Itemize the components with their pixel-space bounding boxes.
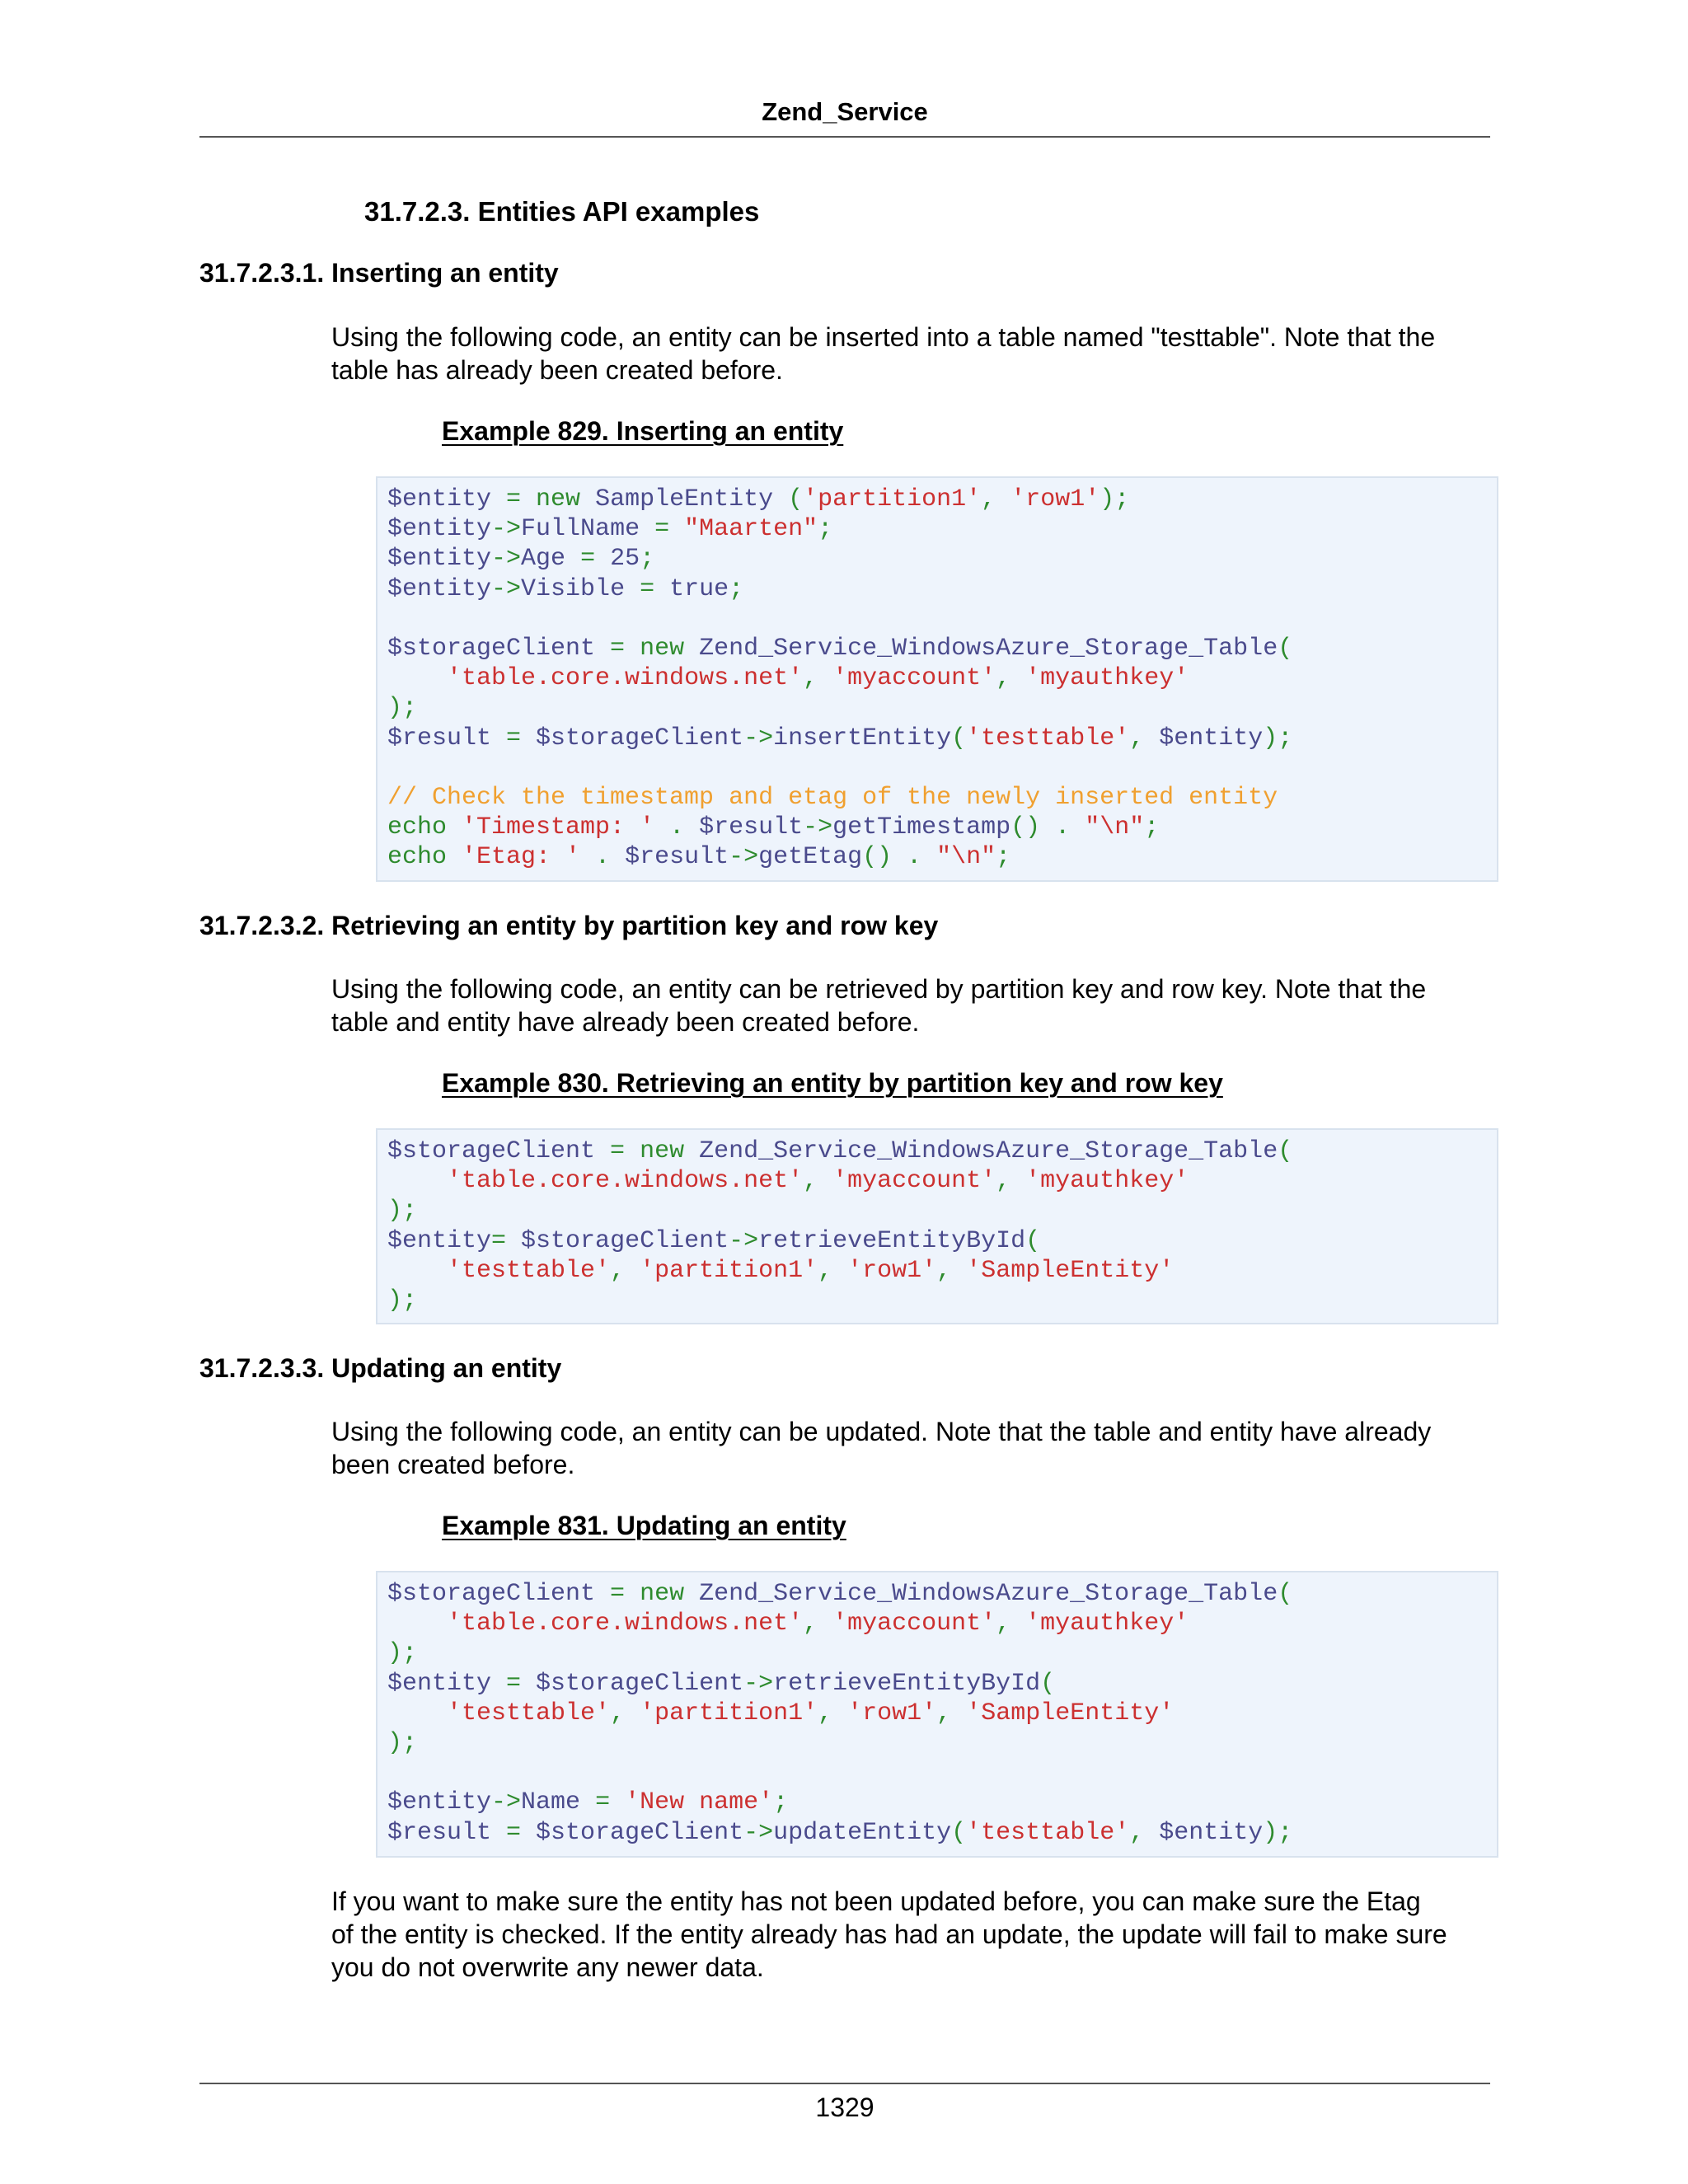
sub2-para-line2: table and entity have already been created before. — [331, 1007, 920, 1037]
code-token: true — [669, 574, 729, 603]
code-token: ); — [1263, 724, 1293, 752]
code-token: 25 — [610, 545, 640, 574]
sub2-para-line1: Using the following code, an entity can be retrieved by partition key and row key. Note that the — [331, 974, 1427, 1004]
example-830-title: Example 830. Retrieving an entity by partition key and row key — [442, 1068, 1223, 1098]
code-token: = — [610, 1137, 640, 1165]
code-block-831 — [376, 1571, 1498, 1858]
code-token: $entity — [387, 574, 492, 603]
page-number: 1329 — [815, 2093, 874, 2122]
code-line — [387, 1137, 1292, 1165]
code-token: ); — [1100, 485, 1130, 513]
code-token: $storageClient — [536, 1818, 744, 1847]
code-token: $result — [387, 1818, 507, 1847]
code-token: $entity — [387, 545, 492, 574]
code-token: ( — [951, 1818, 967, 1847]
code-line — [387, 1610, 1189, 1638]
code-token: -> — [491, 515, 522, 544]
code-831 — [387, 1579, 1497, 1848]
code-830 — [387, 1137, 1497, 1315]
code-token: ); — [387, 1729, 418, 1758]
code-line — [387, 1286, 417, 1315]
sub3-para-line1: Using the following code, an entity can be updated. Note that the table and entity have already — [331, 1417, 1432, 1446]
code-line — [387, 813, 1159, 841]
closing-line3: you do not overwrite any newer data. — [331, 1952, 764, 1982]
code-token: , — [803, 664, 833, 693]
code-token: getEtag — [758, 843, 863, 872]
code-token: 'SampleEntity' — [966, 1256, 1175, 1285]
code-line — [387, 1580, 1292, 1608]
code-line — [387, 694, 417, 722]
code-token: = — [491, 1226, 522, 1255]
code-token: 'Etag: ' — [462, 843, 596, 872]
code-token: , — [803, 1167, 833, 1196]
code-token: ; — [729, 574, 744, 603]
code-line — [387, 635, 1292, 663]
code-token: , — [610, 1256, 640, 1285]
closing-line1: If you want to make sure the entity has not been updated before, you can make sure the Etag — [331, 1886, 1421, 1916]
section-title: 31.7.2.3. Entities API examples — [364, 196, 760, 227]
code-token: 'table.core.windows.net' — [447, 664, 804, 693]
sub1-para-line2: table has already been created before. — [331, 355, 783, 385]
code-token: $entity — [1159, 724, 1264, 752]
code-token: insertEntity — [773, 724, 952, 752]
code-token: Zend_Service_WindowsAzure_Storage_Table — [699, 635, 1278, 663]
code-token: , — [1129, 1818, 1160, 1847]
code-token: , — [818, 1699, 848, 1727]
code-token: $entity — [387, 1788, 492, 1817]
code-token: $result — [625, 843, 729, 872]
running-header: Zend_Service — [762, 97, 928, 126]
example-831-title: Example 831. Updating an entity — [442, 1511, 846, 1540]
closing-line2: of the entity is checked. If the entity already has had an update, the update will fail to make sure — [331, 1919, 1447, 1949]
code-token: retrieveEntityById — [773, 1669, 1041, 1698]
code-token: $result — [699, 813, 804, 842]
code-token: = — [506, 485, 537, 513]
code-token: , — [610, 1699, 640, 1727]
code-token: . — [595, 843, 626, 872]
code-token: = — [654, 515, 685, 544]
code-line — [387, 1257, 1174, 1285]
code-line — [387, 1670, 1055, 1698]
code-token: 'row1' — [1010, 485, 1100, 513]
code-token: Zend_Service_WindowsAzure_Storage_Table — [699, 1580, 1278, 1608]
code-token: = — [595, 1788, 626, 1817]
code-token: $result — [387, 724, 507, 752]
code-token: new — [640, 635, 700, 663]
code-token: 'testtable' — [447, 1699, 611, 1727]
code-token: ); — [387, 1197, 418, 1226]
code-token: , — [818, 1256, 848, 1285]
code-line — [387, 1197, 417, 1225]
code-token: ); — [387, 694, 418, 723]
code-token: ( — [1278, 1580, 1293, 1608]
code-token: // Check the timestamp and etag of the newly inserted entity — [387, 784, 1278, 813]
code-line — [387, 843, 1010, 871]
code-token: Name — [521, 1788, 596, 1817]
header-rule — [199, 136, 1490, 138]
sub3-para-line2: been created before. — [331, 1450, 575, 1479]
code-token: ( — [1278, 1137, 1293, 1165]
code-token: new — [640, 1580, 700, 1608]
sub2-title: 31.7.2.3.2. Retrieving an entity by partition key and row key — [199, 911, 939, 940]
code-token: "\n" — [1085, 813, 1145, 842]
sub2-paragraph — [331, 972, 1490, 1038]
code-line — [387, 1227, 1040, 1255]
code-token: new — [640, 1137, 700, 1165]
code-line — [387, 1167, 1189, 1195]
code-token: 'SampleEntity' — [966, 1699, 1175, 1727]
code-token — [387, 1699, 447, 1727]
code-token: 'Timestamp: ' — [462, 813, 670, 842]
code-token: ); — [387, 1286, 418, 1315]
code-block-829 — [376, 476, 1498, 882]
code-token: $storageClient — [387, 1580, 611, 1608]
code-token: = — [506, 1818, 537, 1847]
code-token: $entity — [1159, 1818, 1264, 1847]
code-token: SampleEntity — [595, 485, 789, 513]
code-token: 'partition1' — [803, 485, 982, 513]
code-token: , — [803, 1610, 833, 1638]
code-token: 'testtable' — [966, 724, 1130, 752]
code-token: ; — [818, 515, 833, 544]
sub1-title: 31.7.2.3.1. Inserting an entity — [199, 258, 559, 288]
code-token: 'row1' — [847, 1699, 937, 1727]
sub3-paragraph — [331, 1415, 1490, 1481]
code-token: -> — [743, 724, 774, 752]
code-token — [387, 1257, 447, 1285]
code-token: 'table.core.windows.net' — [447, 1167, 804, 1196]
code-token: echo — [387, 813, 462, 842]
code-token: , — [1129, 724, 1160, 752]
code-token — [387, 1610, 447, 1638]
code-token: ( — [951, 724, 967, 752]
code-token: , — [996, 1167, 1026, 1196]
code-line — [387, 784, 1278, 812]
code-token: $entity — [387, 515, 492, 544]
code-token: ; — [1144, 813, 1160, 842]
code-token: = — [506, 724, 537, 752]
code-token: 'partition1' — [640, 1699, 818, 1727]
code-token: 'myaccount' — [832, 1167, 996, 1196]
code-token: -> — [803, 813, 833, 842]
sub1-para-line1: Using the following code, an entity can be inserted into a table named "testtable". Note that the — [331, 322, 1436, 352]
code-token: 'myaccount' — [832, 664, 996, 693]
code-line — [387, 515, 832, 543]
code-token: -> — [729, 843, 759, 872]
code-token: $storageClient — [536, 1669, 744, 1698]
code-token: () . — [862, 843, 937, 872]
code-token: $storageClient — [521, 1226, 729, 1255]
code-token: -> — [491, 574, 522, 603]
code-line — [387, 1819, 1292, 1847]
code-token: ); — [1263, 1818, 1293, 1847]
code-line — [387, 1699, 1174, 1727]
code-token: 'myaccount' — [832, 1610, 996, 1638]
code-line — [387, 1639, 417, 1667]
code-token: -> — [491, 545, 522, 574]
code-token: ; — [773, 1788, 789, 1817]
code-token: 'myauthkey' — [1025, 664, 1189, 693]
code-token: -> — [743, 1818, 774, 1847]
code-token: ; — [640, 545, 655, 574]
code-token: , — [981, 485, 1011, 513]
code-line — [387, 575, 743, 603]
code-token: Visible — [521, 574, 640, 603]
code-token: 'partition1' — [640, 1256, 818, 1285]
code-token: = — [610, 1580, 640, 1608]
code-line — [387, 545, 654, 573]
code-token: getTimestamp — [832, 813, 1011, 842]
code-token: updateEntity — [773, 1818, 952, 1847]
code-token: $entity — [387, 1226, 492, 1255]
code-token: 'testtable' — [447, 1256, 611, 1285]
code-token: $entity — [387, 485, 507, 513]
code-token: ( — [1278, 635, 1293, 663]
code-token: , — [936, 1256, 967, 1285]
code-token: , — [936, 1699, 967, 1727]
code-token: retrieveEntityById — [758, 1226, 1026, 1255]
code-token: -> — [743, 1669, 774, 1698]
code-token: 'myauthkey' — [1025, 1167, 1189, 1196]
code-token: = — [506, 1669, 537, 1698]
code-token: ( — [788, 485, 804, 513]
code-token: = — [640, 574, 670, 603]
code-block-830 — [376, 1128, 1498, 1324]
code-line — [387, 485, 1129, 513]
code-token: , — [996, 664, 1026, 693]
example-829-title: Example 829. Inserting an entity — [442, 416, 844, 446]
sub1-paragraph — [331, 321, 1490, 387]
code-token: 'table.core.windows.net' — [447, 1610, 804, 1638]
code-token: -> — [729, 1226, 759, 1255]
code-token: ; — [996, 843, 1011, 872]
code-line — [387, 1729, 417, 1757]
code-line — [387, 1788, 788, 1816]
code-token: Zend_Service_WindowsAzure_Storage_Table — [699, 1137, 1278, 1165]
code-token: "Maarten" — [684, 515, 818, 544]
code-token: ); — [387, 1639, 418, 1668]
code-token: , — [996, 1610, 1026, 1638]
footer-rule — [199, 2083, 1490, 2084]
sub3-title: 31.7.2.3.3. Updating an entity — [199, 1353, 562, 1383]
code-line — [387, 724, 1292, 752]
code-token: 'myauthkey' — [1025, 1610, 1189, 1638]
code-token — [387, 1167, 447, 1195]
code-token: echo — [387, 843, 462, 872]
code-token: $entity — [387, 1669, 507, 1698]
code-token: ( — [1025, 1226, 1041, 1255]
code-token: $storageClient — [536, 724, 744, 752]
code-token: 'row1' — [847, 1256, 937, 1285]
code-token: "\n" — [936, 843, 996, 872]
code-829 — [387, 485, 1497, 873]
code-token: () . — [1010, 813, 1085, 842]
code-token — [387, 664, 447, 692]
code-token: FullName — [521, 515, 655, 544]
code-token: = — [610, 635, 640, 663]
closing-paragraph — [331, 1885, 1490, 1984]
code-token: Age — [521, 545, 581, 574]
code-token: . — [669, 813, 700, 842]
code-token: 'testtable' — [966, 1818, 1130, 1847]
code-token: ( — [1040, 1669, 1056, 1698]
code-line — [387, 664, 1189, 692]
code-token: 'New name' — [625, 1788, 774, 1817]
code-token: new — [536, 485, 596, 513]
code-token: $storageClient — [387, 1137, 611, 1165]
code-token: = — [580, 545, 611, 574]
code-token: -> — [491, 1788, 522, 1817]
code-token: $storageClient — [387, 635, 611, 663]
